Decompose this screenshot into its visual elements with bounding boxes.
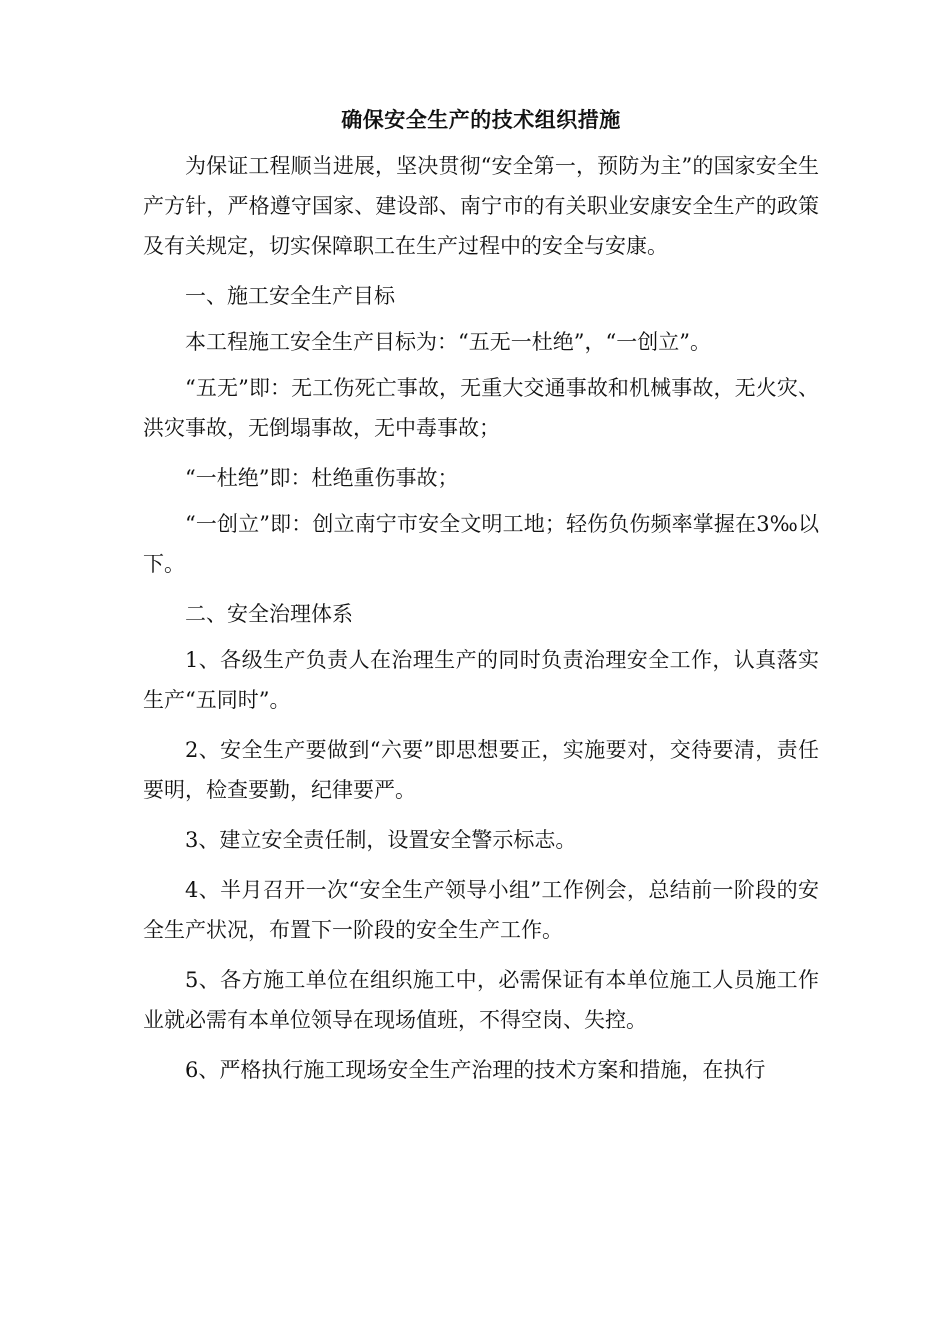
- list-item-5: 5、各方施工单位在组织施工中，必需保证有本单位施工人员施工作业就必需有本单位领导在现场值班，不得空岗、失控。: [143, 968, 819, 1032]
- one-eliminate-paragraph: “一杜绝”即：杜绝重伤事故；: [185, 466, 459, 490]
- list-item-2: 2、安全生产要做到“六要”即思想要正，实施要对，交待要清，责任要明，检查要勤，纪律要严。: [143, 738, 819, 802]
- intro-paragraph: 为保证工程顺当进展，坚决贯彻“安全第一，预防为主”的国家安全生产方针，严格遵守国家、建设部、南宁市的有关职业安康安全生产的政策及有关规定，切实保障职工在生产过程中的安全与安康。: [143, 154, 819, 258]
- list-item-4: 4、半月召开一次“安全生产领导小组”工作例会，总结前一阶段的安全生产状况，布置下一阶段的安全生产工作。: [143, 878, 819, 942]
- document-body: [143, 100, 819, 1100]
- five-none-paragraph: “五无”即：无工伤死亡事故，无重大交通事故和机械事故，无火灾、洪灾事故，无倒塌事故，无中毒事故；: [143, 376, 819, 440]
- list-item-6: 6、严格执行施工现场安全生产治理的技术方案和措施，在执行: [185, 1058, 766, 1082]
- list-item-3: 3、建立安全责任制，设置安全警示标志。: [185, 828, 577, 852]
- goal-summary-paragraph: 本工程施工安全生产目标为：“五无一杜绝”，“一创立”。: [185, 330, 711, 354]
- one-create-paragraph: “一创立”即：创立南宁市安全文明工地；轻伤负伤频率掌握在3‰以下。: [143, 512, 819, 576]
- list-item-1: 1、各级生产负责人在治理生产的同时负责治理安全工作，认真落实生产“五同时”。: [143, 648, 819, 712]
- section-heading-safety-management: 二、安全治理体系: [185, 602, 353, 626]
- section-heading-safety-goals: 一、施工安全生产目标: [185, 284, 395, 308]
- document-title: 确保安全生产的技术组织措施: [341, 107, 621, 132]
